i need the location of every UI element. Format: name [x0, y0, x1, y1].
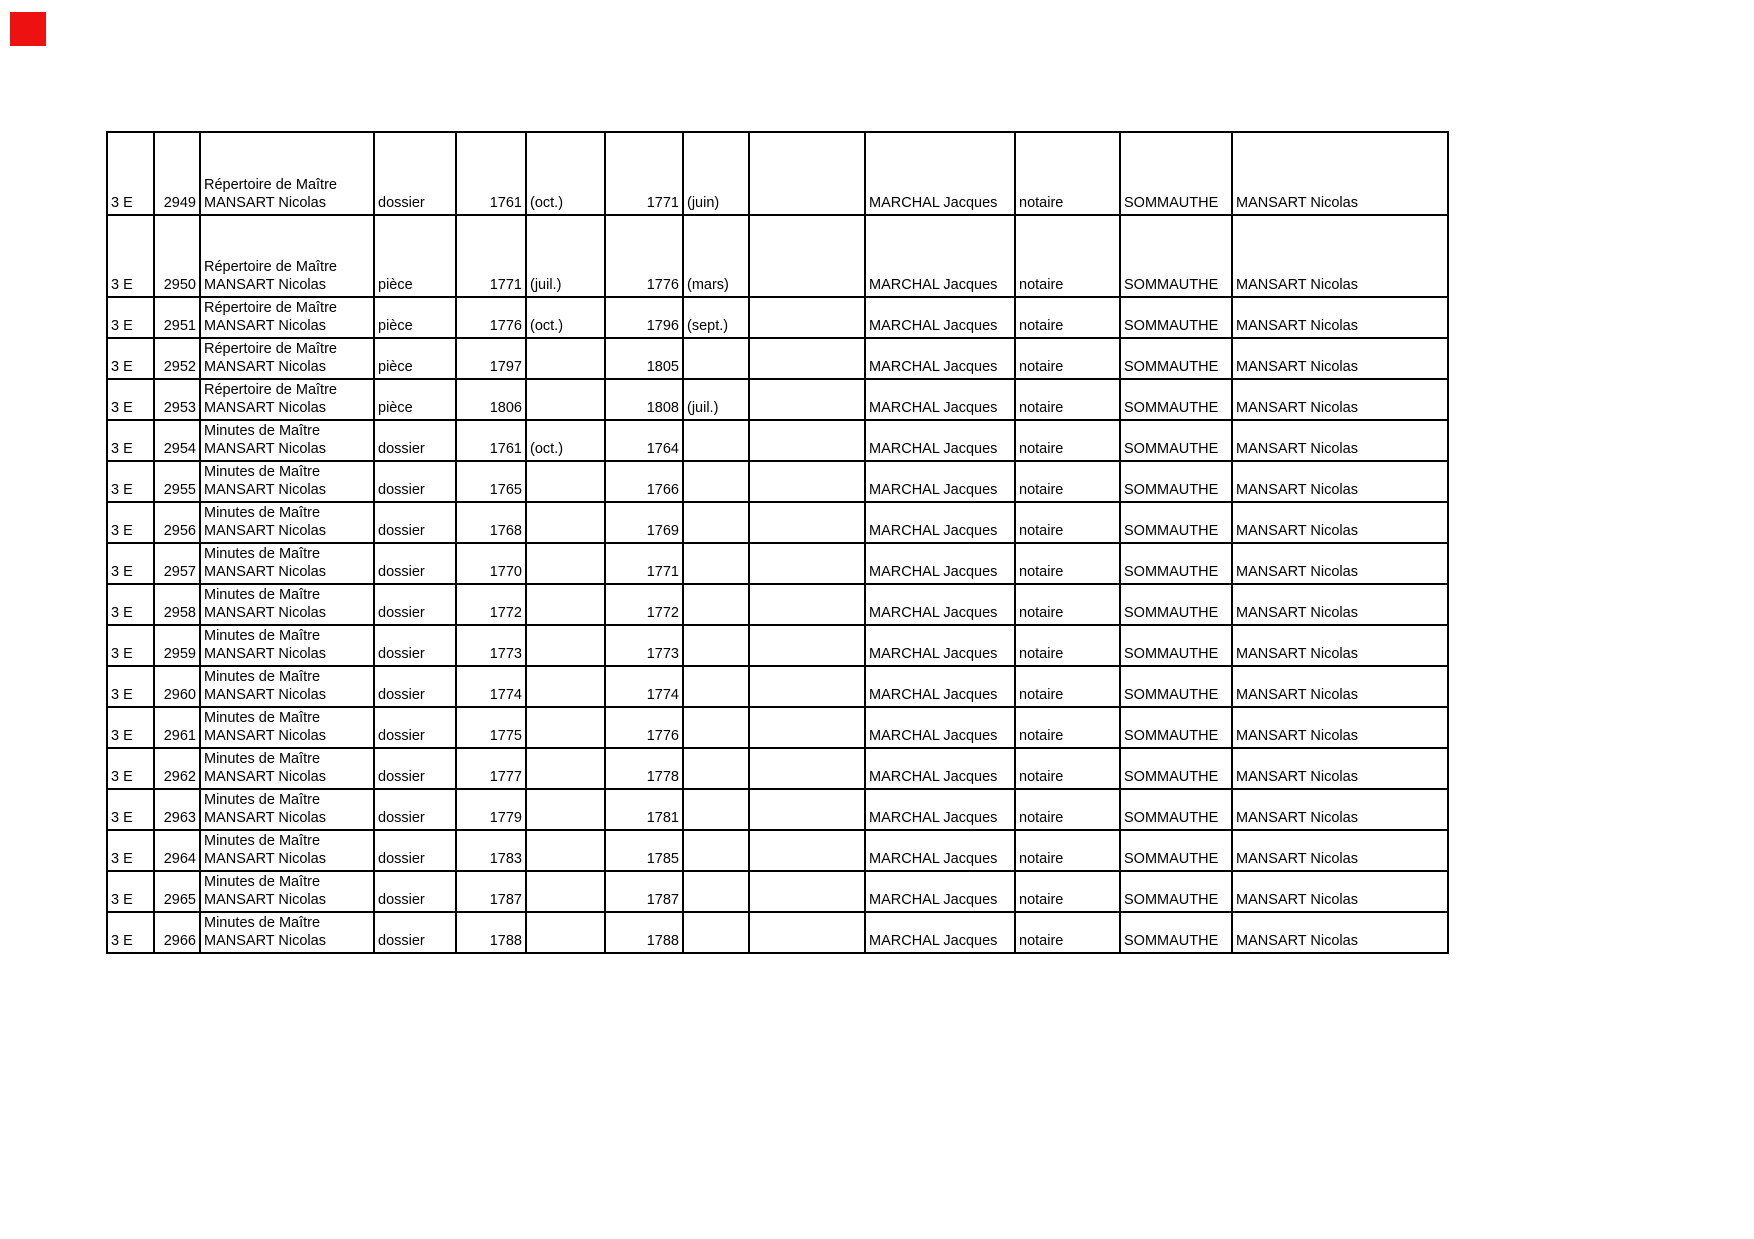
description-line-1: Minutes de Maître [204, 546, 321, 562]
cell-blank [749, 543, 865, 584]
cell-notary-role: notaire [1015, 871, 1120, 912]
cell-start-year: 1770 [456, 543, 526, 584]
description-line-1: Répertoire de Maître [204, 341, 337, 357]
table-row [107, 461, 1448, 502]
cell-person: MANSART Nicolas [1232, 132, 1448, 215]
cell-notary-role: notaire [1015, 297, 1120, 338]
cell-notary-role: notaire [1015, 461, 1120, 502]
cell-end-year: 1766 [605, 461, 683, 502]
cell-start-year: 1783 [456, 830, 526, 871]
cell-notary-role: notaire [1015, 625, 1120, 666]
cell-blank [749, 502, 865, 543]
cell-notary-name: MARCHAL Jacques [865, 461, 1015, 502]
cell-start-month [526, 461, 605, 502]
cell-person: MANSART Nicolas [1232, 584, 1448, 625]
cell-item-number: 2963 [154, 789, 200, 830]
cell-blank [749, 379, 865, 420]
table-row [107, 379, 1448, 420]
description-line-1: Minutes de Maître [204, 833, 321, 849]
description-line-2: MANSART Nicolas [204, 523, 326, 539]
cell-item-number: 2952 [154, 338, 200, 379]
description-line-1: Minutes de Maître [204, 464, 321, 480]
table-row [107, 748, 1448, 789]
cell-start-year: 1765 [456, 461, 526, 502]
cell-end-month [683, 420, 749, 461]
cell-end-month: (mars) [683, 215, 749, 297]
cell-notary-role: notaire [1015, 379, 1120, 420]
cell-item-number: 2950 [154, 215, 200, 297]
cell-description [200, 625, 374, 666]
description-line-2: MANSART Nicolas [204, 810, 326, 826]
cell-start-month [526, 379, 605, 420]
cell-end-year: 1788 [605, 912, 683, 953]
cell-item-number: 2949 [154, 132, 200, 215]
cell-blank [749, 789, 865, 830]
cell-item-number: 2959 [154, 625, 200, 666]
cell-start-month [526, 912, 605, 953]
cell-person: MANSART Nicolas [1232, 666, 1448, 707]
description-line-1: Répertoire de Maître [204, 177, 337, 193]
cell-place: SOMMAUTHE [1120, 420, 1232, 461]
cell-blank [749, 584, 865, 625]
cell-notary-name: MARCHAL Jacques [865, 789, 1015, 830]
cell-notary-name: MARCHAL Jacques [865, 132, 1015, 215]
cell-item-number: 2957 [154, 543, 200, 584]
cell-start-month [526, 830, 605, 871]
cell-notary-name: MARCHAL Jacques [865, 379, 1015, 420]
cell-blank [749, 830, 865, 871]
cell-person: MANSART Nicolas [1232, 502, 1448, 543]
cell-start-month [526, 666, 605, 707]
cell-place: SOMMAUTHE [1120, 543, 1232, 584]
cell-document-type: dossier [374, 420, 456, 461]
cell-item-number: 2955 [154, 461, 200, 502]
cell-document-type: dossier [374, 666, 456, 707]
cell-end-month [683, 707, 749, 748]
cell-series: 3 E [107, 748, 154, 789]
table-row [107, 502, 1448, 543]
cell-start-year: 1788 [456, 912, 526, 953]
cell-document-type: pièce [374, 379, 456, 420]
cell-person: MANSART Nicolas [1232, 625, 1448, 666]
cell-end-month [683, 625, 749, 666]
cell-series: 3 E [107, 707, 154, 748]
cell-notary-role: notaire [1015, 912, 1120, 953]
cell-document-type: pièce [374, 297, 456, 338]
cell-place: SOMMAUTHE [1120, 215, 1232, 297]
cell-blank [749, 461, 865, 502]
cell-notary-role: notaire [1015, 338, 1120, 379]
cell-document-type: dossier [374, 625, 456, 666]
cell-item-number: 2965 [154, 871, 200, 912]
cell-start-month [526, 625, 605, 666]
cell-item-number: 2962 [154, 748, 200, 789]
cell-start-month [526, 584, 605, 625]
cell-item-number: 2953 [154, 379, 200, 420]
cell-start-year: 1772 [456, 584, 526, 625]
cell-series: 3 E [107, 912, 154, 953]
cell-description [200, 379, 374, 420]
cell-place: SOMMAUTHE [1120, 707, 1232, 748]
cell-item-number: 2951 [154, 297, 200, 338]
cell-notary-name: MARCHAL Jacques [865, 625, 1015, 666]
cell-notary-name: MARCHAL Jacques [865, 297, 1015, 338]
cell-description [200, 748, 374, 789]
description-line-1: Minutes de Maître [204, 669, 321, 685]
cell-end-year: 1781 [605, 789, 683, 830]
cell-notary-name: MARCHAL Jacques [865, 748, 1015, 789]
cell-end-month [683, 338, 749, 379]
cell-place: SOMMAUTHE [1120, 625, 1232, 666]
description-line-2: MANSART Nicolas [204, 482, 326, 498]
description-line-2: MANSART Nicolas [204, 441, 326, 457]
cell-description [200, 830, 374, 871]
cell-person: MANSART Nicolas [1232, 461, 1448, 502]
cell-end-year: 1771 [605, 543, 683, 584]
archive-inventory-table [106, 131, 1449, 954]
cell-description [200, 338, 374, 379]
cell-blank [749, 707, 865, 748]
cell-start-month [526, 707, 605, 748]
description-line-1: Répertoire de Maître [204, 300, 337, 316]
cell-start-month [526, 502, 605, 543]
cell-notary-name: MARCHAL Jacques [865, 871, 1015, 912]
cell-end-month [683, 543, 749, 584]
cell-notary-name: MARCHAL Jacques [865, 584, 1015, 625]
cell-description [200, 461, 374, 502]
cell-start-year: 1775 [456, 707, 526, 748]
description-line-2: MANSART Nicolas [204, 564, 326, 580]
cell-notary-role: notaire [1015, 215, 1120, 297]
table-row [107, 912, 1448, 953]
cell-blank [749, 666, 865, 707]
cell-end-year: 1778 [605, 748, 683, 789]
cell-start-month [526, 543, 605, 584]
cell-start-month: (oct.) [526, 132, 605, 215]
cell-start-month [526, 748, 605, 789]
cell-person: MANSART Nicolas [1232, 748, 1448, 789]
cell-series: 3 E [107, 338, 154, 379]
cell-document-type: dossier [374, 748, 456, 789]
cell-start-year: 1787 [456, 871, 526, 912]
description-line-1: Répertoire de Maître [204, 382, 337, 398]
cell-start-month: (oct.) [526, 420, 605, 461]
cell-item-number: 2954 [154, 420, 200, 461]
cell-series: 3 E [107, 215, 154, 297]
cell-description [200, 132, 374, 215]
cell-end-year: 1774 [605, 666, 683, 707]
cell-series: 3 E [107, 666, 154, 707]
cell-item-number: 2956 [154, 502, 200, 543]
description-line-1: Minutes de Maître [204, 423, 321, 439]
table-row [107, 543, 1448, 584]
cell-place: SOMMAUTHE [1120, 297, 1232, 338]
cell-person: MANSART Nicolas [1232, 338, 1448, 379]
description-line-2: MANSART Nicolas [204, 277, 326, 293]
cell-place: SOMMAUTHE [1120, 379, 1232, 420]
cell-description [200, 215, 374, 297]
description-line-2: MANSART Nicolas [204, 359, 326, 375]
cell-blank [749, 297, 865, 338]
cell-notary-role: notaire [1015, 666, 1120, 707]
cell-series: 3 E [107, 297, 154, 338]
cell-place: SOMMAUTHE [1120, 132, 1232, 215]
table-body [107, 132, 1448, 953]
cell-blank [749, 215, 865, 297]
cell-end-year: 1773 [605, 625, 683, 666]
description-line-2: MANSART Nicolas [204, 892, 326, 908]
description-line-1: Minutes de Maître [204, 628, 321, 644]
cell-end-month [683, 502, 749, 543]
cell-person: MANSART Nicolas [1232, 912, 1448, 953]
cell-document-type: pièce [374, 338, 456, 379]
cell-notary-role: notaire [1015, 830, 1120, 871]
cell-start-year: 1779 [456, 789, 526, 830]
cell-end-year: 1764 [605, 420, 683, 461]
cell-description [200, 502, 374, 543]
cell-series: 3 E [107, 543, 154, 584]
cell-notary-name: MARCHAL Jacques [865, 338, 1015, 379]
cell-notary-name: MARCHAL Jacques [865, 543, 1015, 584]
cell-end-month: (juin) [683, 132, 749, 215]
cell-place: SOMMAUTHE [1120, 666, 1232, 707]
cell-document-type: dossier [374, 912, 456, 953]
cell-start-year: 1806 [456, 379, 526, 420]
table-row [107, 338, 1448, 379]
cell-blank [749, 420, 865, 461]
cell-blank [749, 912, 865, 953]
cell-document-type: dossier [374, 502, 456, 543]
cell-notary-name: MARCHAL Jacques [865, 666, 1015, 707]
description-line-2: MANSART Nicolas [204, 318, 326, 334]
cell-person: MANSART Nicolas [1232, 871, 1448, 912]
description-line-2: MANSART Nicolas [204, 851, 326, 867]
description-line-2: MANSART Nicolas [204, 646, 326, 662]
description-line-1: Minutes de Maître [204, 792, 321, 808]
cell-description [200, 707, 374, 748]
cell-start-year: 1771 [456, 215, 526, 297]
cell-series: 3 E [107, 871, 154, 912]
cell-notary-name: MARCHAL Jacques [865, 420, 1015, 461]
cell-place: SOMMAUTHE [1120, 871, 1232, 912]
cell-notary-name: MARCHAL Jacques [865, 830, 1015, 871]
cell-item-number: 2958 [154, 584, 200, 625]
cell-notary-name: MARCHAL Jacques [865, 502, 1015, 543]
cell-place: SOMMAUTHE [1120, 584, 1232, 625]
cell-end-year: 1776 [605, 707, 683, 748]
cell-end-month: (juil.) [683, 379, 749, 420]
cell-end-month [683, 871, 749, 912]
cell-notary-role: notaire [1015, 789, 1120, 830]
table-row [107, 215, 1448, 297]
cell-description [200, 666, 374, 707]
cell-item-number: 2964 [154, 830, 200, 871]
cell-end-year: 1771 [605, 132, 683, 215]
red-annotation-marker [10, 12, 46, 46]
table-row [107, 625, 1448, 666]
cell-notary-name: MARCHAL Jacques [865, 215, 1015, 297]
cell-description [200, 420, 374, 461]
cell-series: 3 E [107, 625, 154, 666]
cell-end-month [683, 748, 749, 789]
cell-start-month [526, 871, 605, 912]
cell-person: MANSART Nicolas [1232, 420, 1448, 461]
cell-notary-role: notaire [1015, 748, 1120, 789]
table-row [107, 132, 1448, 215]
table-row [107, 297, 1448, 338]
cell-notary-role: notaire [1015, 502, 1120, 543]
cell-document-type: dossier [374, 584, 456, 625]
cell-description [200, 912, 374, 953]
cell-notary-role: notaire [1015, 584, 1120, 625]
description-line-2: MANSART Nicolas [204, 687, 326, 703]
description-line-2: MANSART Nicolas [204, 728, 326, 744]
cell-place: SOMMAUTHE [1120, 789, 1232, 830]
table-row [107, 830, 1448, 871]
cell-person: MANSART Nicolas [1232, 707, 1448, 748]
cell-series: 3 E [107, 830, 154, 871]
cell-series: 3 E [107, 461, 154, 502]
cell-document-type: dossier [374, 707, 456, 748]
cell-document-type: pièce [374, 215, 456, 297]
cell-series: 3 E [107, 379, 154, 420]
description-line-2: MANSART Nicolas [204, 195, 326, 211]
cell-end-year: 1808 [605, 379, 683, 420]
cell-person: MANSART Nicolas [1232, 215, 1448, 297]
cell-end-month [683, 912, 749, 953]
cell-document-type: dossier [374, 461, 456, 502]
cell-person: MANSART Nicolas [1232, 789, 1448, 830]
description-line-1: Minutes de Maître [204, 587, 321, 603]
cell-place: SOMMAUTHE [1120, 912, 1232, 953]
cell-blank [749, 132, 865, 215]
cell-person: MANSART Nicolas [1232, 379, 1448, 420]
cell-end-year: 1776 [605, 215, 683, 297]
cell-document-type: dossier [374, 830, 456, 871]
cell-notary-role: notaire [1015, 543, 1120, 584]
cell-document-type: dossier [374, 543, 456, 584]
cell-place: SOMMAUTHE [1120, 748, 1232, 789]
cell-end-month [683, 666, 749, 707]
cell-description [200, 789, 374, 830]
cell-person: MANSART Nicolas [1232, 297, 1448, 338]
table-row [107, 871, 1448, 912]
cell-item-number: 2966 [154, 912, 200, 953]
cell-start-year: 1761 [456, 132, 526, 215]
cell-end-month [683, 584, 749, 625]
cell-blank [749, 748, 865, 789]
description-line-1: Répertoire de Maître [204, 259, 337, 275]
cell-start-year: 1776 [456, 297, 526, 338]
cell-series: 3 E [107, 420, 154, 461]
cell-description [200, 543, 374, 584]
table-row [107, 420, 1448, 461]
cell-end-month [683, 461, 749, 502]
cell-place: SOMMAUTHE [1120, 338, 1232, 379]
cell-place: SOMMAUTHE [1120, 830, 1232, 871]
table-row [107, 789, 1448, 830]
cell-item-number: 2960 [154, 666, 200, 707]
cell-end-year: 1805 [605, 338, 683, 379]
cell-start-year: 1777 [456, 748, 526, 789]
cell-document-type: dossier [374, 132, 456, 215]
cell-end-month: (sept.) [683, 297, 749, 338]
description-line-2: MANSART Nicolas [204, 933, 326, 949]
cell-start-month [526, 338, 605, 379]
cell-blank [749, 338, 865, 379]
cell-blank [749, 871, 865, 912]
cell-end-month [683, 789, 749, 830]
cell-notary-name: MARCHAL Jacques [865, 912, 1015, 953]
cell-notary-role: notaire [1015, 707, 1120, 748]
cell-description [200, 297, 374, 338]
description-line-2: MANSART Nicolas [204, 605, 326, 621]
cell-description [200, 871, 374, 912]
cell-description [200, 584, 374, 625]
cell-end-year: 1787 [605, 871, 683, 912]
cell-place: SOMMAUTHE [1120, 461, 1232, 502]
description-line-1: Minutes de Maître [204, 505, 321, 521]
cell-series: 3 E [107, 132, 154, 215]
cell-series: 3 E [107, 584, 154, 625]
table-row [107, 707, 1448, 748]
cell-start-year: 1773 [456, 625, 526, 666]
description-line-2: MANSART Nicolas [204, 769, 326, 785]
cell-blank [749, 625, 865, 666]
cell-person: MANSART Nicolas [1232, 543, 1448, 584]
cell-start-month: (oct.) [526, 297, 605, 338]
cell-notary-role: notaire [1015, 420, 1120, 461]
cell-place: SOMMAUTHE [1120, 502, 1232, 543]
cell-end-year: 1796 [605, 297, 683, 338]
cell-start-month: (juil.) [526, 215, 605, 297]
cell-start-year: 1768 [456, 502, 526, 543]
cell-series: 3 E [107, 789, 154, 830]
cell-document-type: dossier [374, 871, 456, 912]
cell-end-year: 1785 [605, 830, 683, 871]
table-row [107, 666, 1448, 707]
description-line-1: Minutes de Maître [204, 751, 321, 767]
description-line-2: MANSART Nicolas [204, 400, 326, 416]
cell-end-year: 1769 [605, 502, 683, 543]
cell-start-year: 1774 [456, 666, 526, 707]
cell-series: 3 E [107, 502, 154, 543]
description-line-1: Minutes de Maître [204, 915, 321, 931]
cell-notary-name: MARCHAL Jacques [865, 707, 1015, 748]
cell-start-year: 1761 [456, 420, 526, 461]
cell-notary-role: notaire [1015, 132, 1120, 215]
cell-start-year: 1797 [456, 338, 526, 379]
cell-document-type: dossier [374, 789, 456, 830]
cell-start-month [526, 789, 605, 830]
table-row [107, 584, 1448, 625]
cell-item-number: 2961 [154, 707, 200, 748]
cell-end-year: 1772 [605, 584, 683, 625]
cell-end-month [683, 830, 749, 871]
cell-person: MANSART Nicolas [1232, 830, 1448, 871]
description-line-1: Minutes de Maître [204, 710, 321, 726]
description-line-1: Minutes de Maître [204, 874, 321, 890]
